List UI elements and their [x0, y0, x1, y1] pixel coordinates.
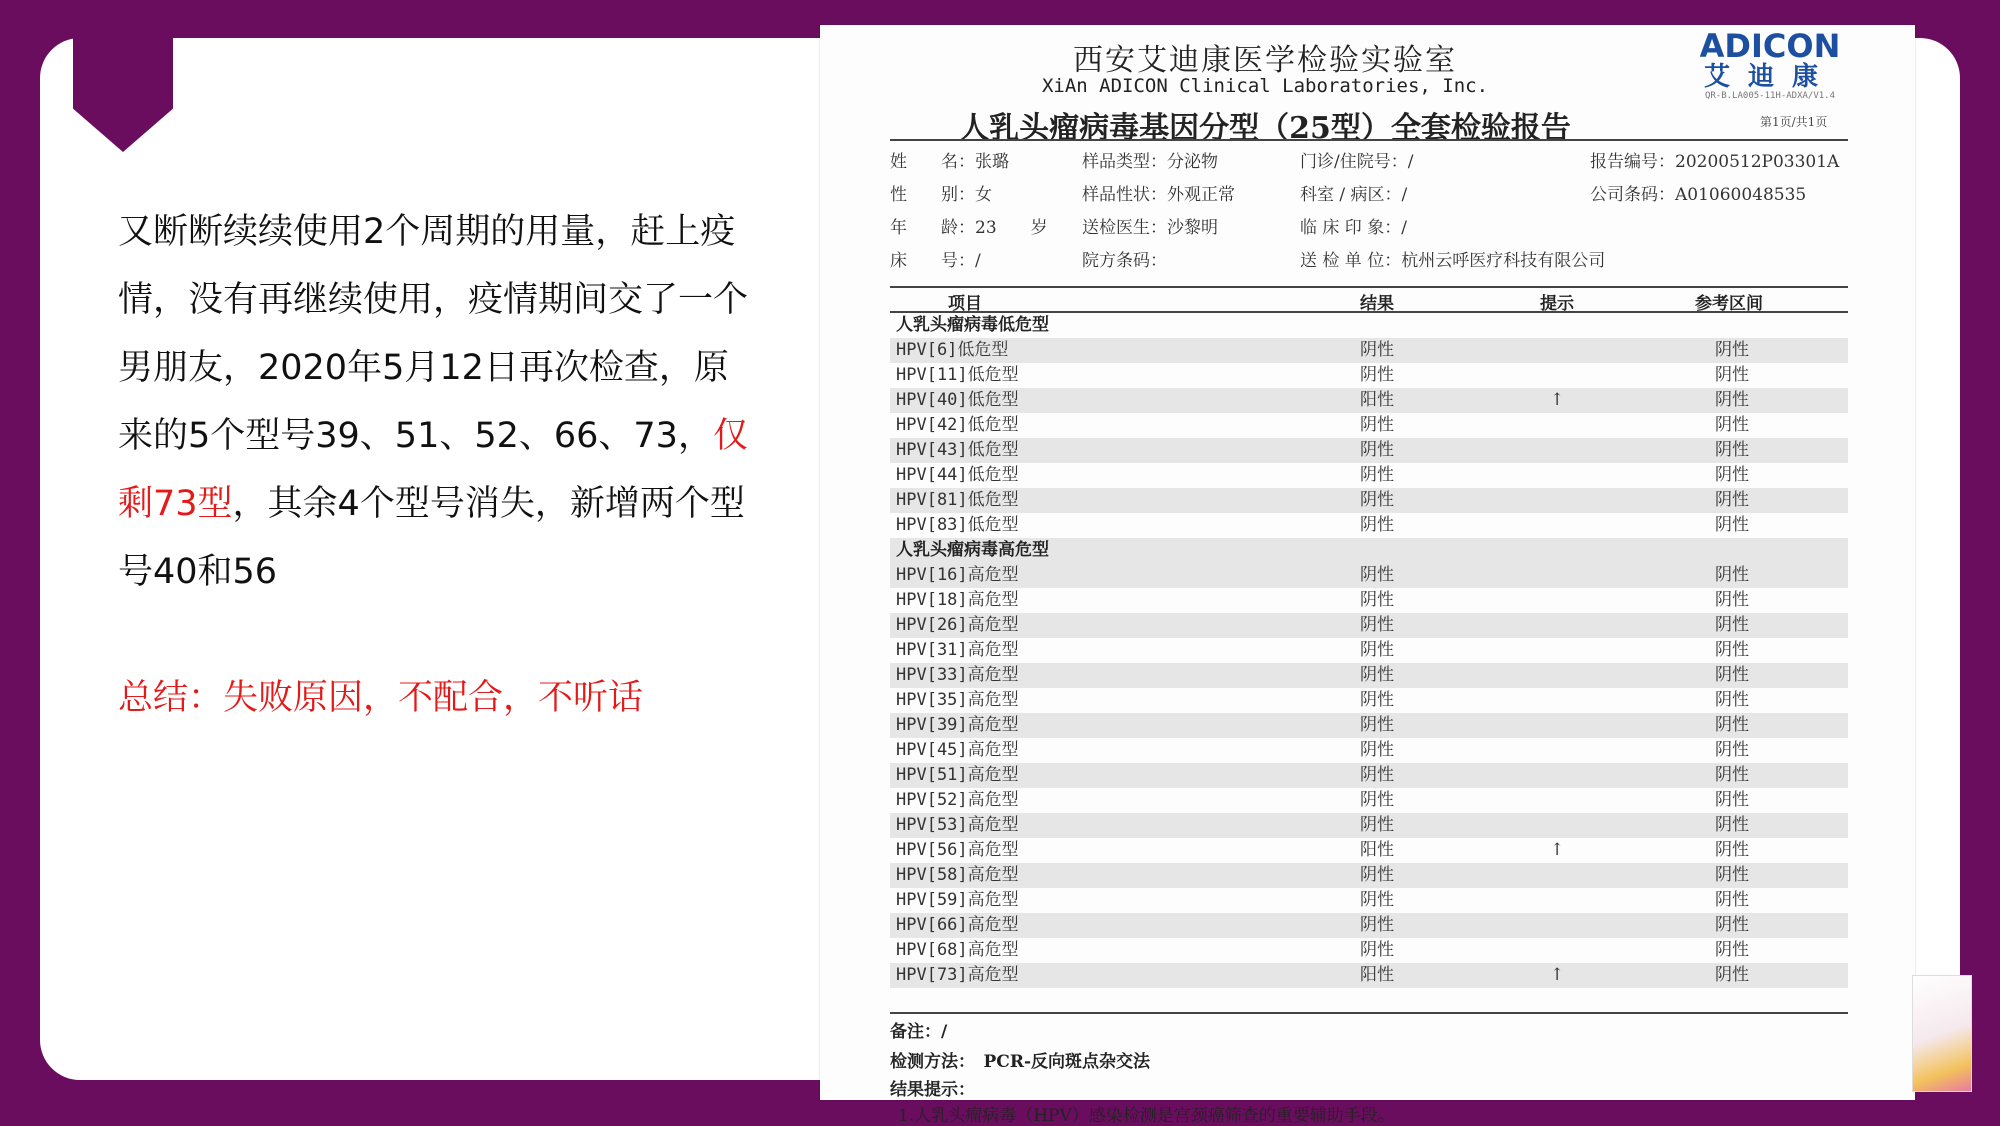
cell-result: 阴性 [1360, 490, 1394, 510]
cell-item: HPV[18]高危型 [896, 590, 1019, 610]
cell-result: 阴性 [1360, 715, 1394, 735]
table-row [890, 713, 1848, 738]
table-row [890, 388, 1848, 413]
cell-reference: 阴性 [1715, 790, 1749, 810]
cell-reference: 阴性 [1715, 890, 1749, 910]
logo-text-cn: 艾迪康 [1703, 62, 1836, 92]
cell-reference: 阴性 [1715, 840, 1749, 860]
table-row [890, 413, 1848, 438]
cell-reference: 阴性 [1715, 690, 1749, 710]
cell-result: 阴性 [1360, 515, 1394, 535]
table-header [890, 287, 1848, 313]
result-hint-title: 结果提示： [890, 1080, 975, 1100]
group-high-risk: 人乳头瘤病毒高危型 [890, 538, 1848, 563]
cell-item: HPV[45]高危型 [896, 740, 1019, 760]
table-bottom-rule [890, 1012, 1848, 1014]
field-gender: 性 别：女 [890, 185, 992, 205]
lab-report-image [820, 25, 1915, 1126]
cell-result: 阴性 [1360, 665, 1394, 685]
table-row [890, 563, 1848, 588]
cell-reference: 阴性 [1715, 940, 1749, 960]
cell-reference: 阴性 [1715, 740, 1749, 760]
cell-result: 阴性 [1360, 815, 1394, 835]
table-row [890, 438, 1848, 463]
low-risk-rows [890, 338, 1848, 538]
cell-result: 阴性 [1360, 740, 1394, 760]
page-number: 第1页/共1页 [1760, 115, 1828, 129]
table-row [890, 913, 1848, 938]
cell-item: HPV[56]高危型 [896, 840, 1019, 860]
cell-item: HPV[81]低危型 [896, 490, 1019, 510]
cell-result: 阴性 [1360, 590, 1394, 610]
cell-result: 阳性 [1360, 840, 1394, 860]
field-barcode: 公司条码：A01060048535 [1590, 185, 1807, 205]
table-row [890, 588, 1848, 613]
cell-item: HPV[52]高危型 [896, 790, 1019, 810]
description-highlight: 仅剩73型 [118, 416, 748, 524]
cell-reference: 阴性 [1715, 365, 1749, 385]
cell-reference: 阴性 [1715, 715, 1749, 735]
cell-item: HPV[6]低危型 [896, 340, 1009, 360]
cell-result: 阴性 [1360, 915, 1394, 935]
field-name: 姓 名：张璐 [890, 152, 1009, 172]
lab-name-cn: 西安艾迪康医学检验实验室 [1073, 43, 1457, 78]
test-method: 检测方法： PCR-反向斑点杂交法 [890, 1052, 1150, 1072]
cell-result: 阴性 [1360, 440, 1394, 460]
cell-result: 阴性 [1360, 790, 1394, 810]
remark: 备注：/ [890, 1022, 948, 1042]
cell-item: HPV[31]高危型 [896, 640, 1019, 660]
cell-item: HPV[83]低危型 [896, 515, 1019, 535]
summary-text: 总结：失败原因，不配合，不听话 [118, 678, 644, 718]
cell-reference: 阴性 [1715, 490, 1749, 510]
cell-item: HPV[39]高危型 [896, 715, 1019, 735]
table-row [890, 363, 1848, 388]
cell-result: 阴性 [1360, 940, 1394, 960]
field-hospital-code: 院方条码： [1082, 251, 1167, 271]
info-row [890, 147, 1850, 180]
info-row [890, 180, 1850, 213]
cell-reference: 阴性 [1715, 565, 1749, 585]
cell-result: 阴性 [1360, 615, 1394, 635]
description-part1: 又断断续续使用2个周期的用量，赶上疫情，没有再继续使用，疫情期间交了一个男朋友，2020年5月12日再次检查，原来的5个型号39、51、52、66、73， [118, 212, 749, 456]
table-row [890, 963, 1848, 988]
table-row [890, 688, 1848, 713]
logo-text-en: ADICON [1699, 27, 1841, 65]
results-table [890, 287, 1848, 988]
cell-reference: 阴性 [1715, 590, 1749, 610]
field-clinical-impression: 临 床 印 象：/ [1300, 218, 1407, 238]
field-report-no: 报告编号：20200512P03301A [1590, 152, 1840, 172]
lab-name-en: XiAn ADICON Clinical Laboratories, Inc. [1041, 75, 1489, 97]
cell-result: 阴性 [1360, 565, 1394, 585]
cell-result: 阴性 [1360, 465, 1394, 485]
field-sending-unit: 送 检 单 位：杭州云呼医疗科技有限公司 [1300, 251, 1606, 271]
cell-result: 阴性 [1360, 765, 1394, 785]
table-row [890, 763, 1848, 788]
doc-code: QR-B.LA005-11H-ADXA/V1.4 [1704, 91, 1836, 101]
cell-reference: 阴性 [1715, 340, 1749, 360]
field-doctor: 送检医生：沙黎明 [1082, 218, 1218, 238]
high-risk-rows [890, 563, 1848, 988]
cell-reference: 阴性 [1715, 440, 1749, 460]
header-rule [890, 139, 1848, 141]
table-row [890, 463, 1848, 488]
table-row [890, 663, 1848, 688]
cell-item: HPV[16]高危型 [896, 565, 1019, 585]
cell-item: HPV[58]高危型 [896, 865, 1019, 885]
table-row [890, 938, 1848, 963]
cell-item: HPV[68]高危型 [896, 940, 1019, 960]
cell-result: 阳性 [1360, 390, 1394, 410]
table-row [890, 488, 1848, 513]
cell-reference: 阴性 [1715, 765, 1749, 785]
cell-result: 阴性 [1360, 690, 1394, 710]
field-department: 科室 / 病区：/ [1300, 185, 1408, 205]
cell-item: HPV[53]高危型 [896, 815, 1019, 835]
cell-flag: ↑ [1550, 840, 1565, 860]
cell-result: 阴性 [1360, 340, 1394, 360]
info-row [890, 213, 1850, 246]
cell-result: 阳性 [1360, 965, 1394, 985]
cell-reference: 阴性 [1715, 640, 1749, 660]
cell-item: HPV[43]低危型 [896, 440, 1019, 460]
description-part2: ，其余4个型号消失，新增两个型号40和56 [118, 484, 745, 592]
cell-reference: 阴性 [1715, 615, 1749, 635]
cell-result: 阴性 [1360, 890, 1394, 910]
product-box-image [1912, 975, 1972, 1092]
table-row [890, 863, 1848, 888]
cell-item: HPV[51]高危型 [896, 765, 1019, 785]
report-title: 人乳头瘤病毒基因分型（25型）全套检验报告 [959, 111, 1571, 146]
cell-result: 阴性 [1360, 415, 1394, 435]
table-row [890, 338, 1848, 363]
table-row [890, 888, 1848, 913]
cell-reference: 阴性 [1715, 815, 1749, 835]
table-row [890, 638, 1848, 663]
cell-flag: ↑ [1550, 390, 1565, 410]
cell-reference: 阴性 [1715, 665, 1749, 685]
table-row [890, 513, 1848, 538]
result-note: 1.人乳头瘤病毒（HPV）感染检测是宫颈癌筛查的重要辅助手段。 [898, 1106, 1395, 1126]
cell-reference: 阴性 [1715, 415, 1749, 435]
col-flag: 提示 [1540, 294, 1574, 314]
cell-reference: 阴性 [1715, 465, 1749, 485]
cell-item: HPV[44]低危型 [896, 465, 1019, 485]
cell-result: 阴性 [1360, 365, 1394, 385]
group-low-risk: 人乳头瘤病毒低危型 [896, 315, 1049, 335]
col-reference: 参考区间 [1695, 294, 1763, 314]
cell-reference: 阴性 [1715, 965, 1749, 985]
cell-reference: 阴性 [1715, 515, 1749, 535]
cell-item: HPV[42]低危型 [896, 415, 1019, 435]
table-row [890, 838, 1848, 863]
table-row [890, 738, 1848, 763]
info-row [890, 246, 1850, 279]
cell-item: HPV[26]高危型 [896, 615, 1019, 635]
field-outpatient-no: 门诊/住院号：/ [1300, 152, 1414, 172]
field-bed: 床 号：/ [890, 251, 981, 271]
cell-item: HPV[66]高危型 [896, 915, 1019, 935]
field-age: 年 龄：23 岁 [890, 218, 1048, 238]
cell-item: HPV[40]低危型 [896, 390, 1019, 410]
cell-flag: ↑ [1550, 965, 1565, 985]
table-row [890, 613, 1848, 638]
cell-result: 阴性 [1360, 640, 1394, 660]
cell-item: HPV[73]高危型 [896, 965, 1019, 985]
cell-reference: 阴性 [1715, 390, 1749, 410]
adicon-logo [1680, 29, 1860, 101]
cell-reference: 阴性 [1715, 915, 1749, 935]
col-item: 项目 [948, 294, 982, 314]
field-sample-status: 样品性状：外观正常 [1082, 185, 1235, 205]
cell-item: HPV[35]高危型 [896, 690, 1019, 710]
cell-reference: 阴性 [1715, 865, 1749, 885]
cell-result: 阴性 [1360, 865, 1394, 885]
cell-item: HPV[59]高危型 [896, 890, 1019, 910]
cell-item: HPV[11]低危型 [896, 365, 1019, 385]
description-text [118, 198, 758, 606]
patient-info [890, 147, 1850, 279]
table-row [890, 788, 1848, 813]
col-result: 结果 [1360, 294, 1394, 314]
table-row [890, 813, 1848, 838]
cell-item: HPV[33]高危型 [896, 665, 1019, 685]
field-sample-type: 样品类型：分泌物 [1082, 152, 1218, 172]
